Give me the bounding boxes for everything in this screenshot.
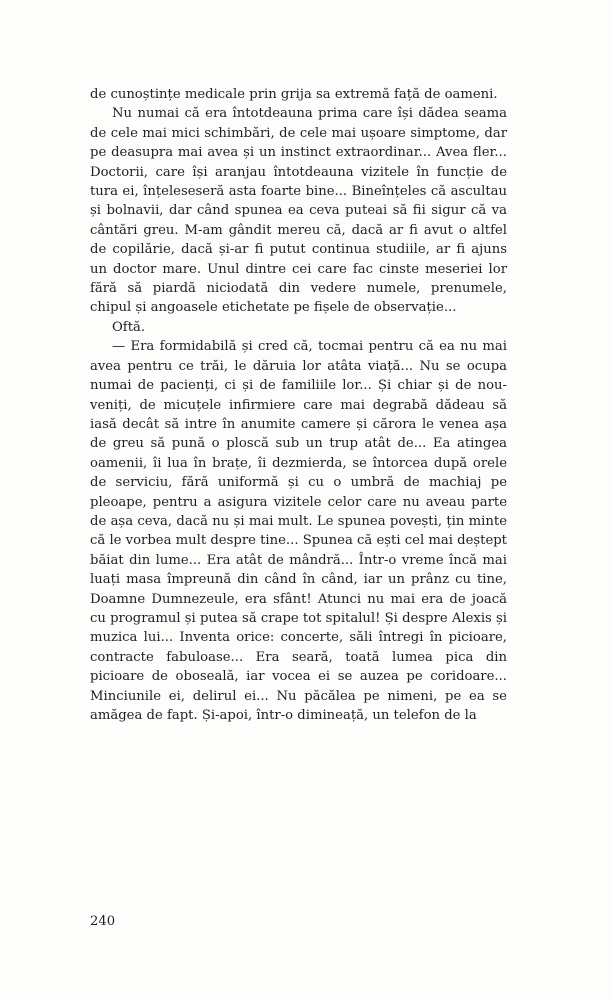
paragraph-continuation: de cunoștințe medicale prin grija sa extremă față de oameni. [90,87,498,102]
page-number: 240 [90,914,116,929]
paragraph: — Era formidabilă și cred că, tocmai pentru că ea nu mai avea pentru ce trăi, le dăruia lor atâta viață... Nu se ocupa numai de pacienți, ci și de familiile lor... Și chiar și de nou-veniți, de micuțele infirmiere care mai degrabă dădeau să iasă decât să intre în anumite camere și cărora le venea așa de greu să pună o ploscă sub un trup atât de... Ea atingea oamenii, îi lua în brațe, îi dezmierda, se întorcea după orele de serviciu, fără uniformă și cu o umbră de machiaj pe pleoape, pentru a asigura vizitele celor care nu aveau parte de așa ceva, dacă nu și mai mult. Le spunea povești, țin minte că le vorbea mult despre tine... Spunea că ești cel mai deștept băiat din lume... Era atât de mândră... Într-o vreme încă mai luați masa împreună din când în când, iar un prânz cu tine, Doamne Dumnezeule, era sfânt! Atunci nu mai era de joacă cu programul și putea să crape tot spitalul! Și despre Alexis și muzica lui... Inventa orice: concerte, săli întregi în picioare, contracte fabuloase... Era seară, toată lumea pica din picioare de oboseală, iar vocea ei se auzea pe coridoare... Minciunile ei, delirul ei... Nu păcălea pe nimeni, pe ea se amăgea de fapt. Și-apoi, într-o dimineață, un telefon de la [90,339,507,723]
paragraph: Nu numai că era întotdeauna prima care își dădea seama de cele mai mici schimbări, de cele mai ușoare simptome, dar pe deasupra mai avea și un instinct extraordinar... Avea fler... Doctorii, care își aranjau întotdeauna vizitele în funcție de tura ei, înțeleseseră asta foarte bine... Bineînțeles că ascultau și bolnavii, dar când spunea ea ceva puteai să fii sigur că va cântări greu. M-am gândit mereu că, dacă ar fi avut o altfel de copilărie, dacă și-ar fi putut continua studiile, ar fi ajuns un doctor mare. Unul dintre cei care fac cinste meseriei lor fără să piardă niciodată din vedere numele, prenumele, chipul și angoasele etichetate pe fișele de observație... [90,106,507,316]
body-text [90,85,507,725]
paragraph: Oftă. [112,319,146,335]
